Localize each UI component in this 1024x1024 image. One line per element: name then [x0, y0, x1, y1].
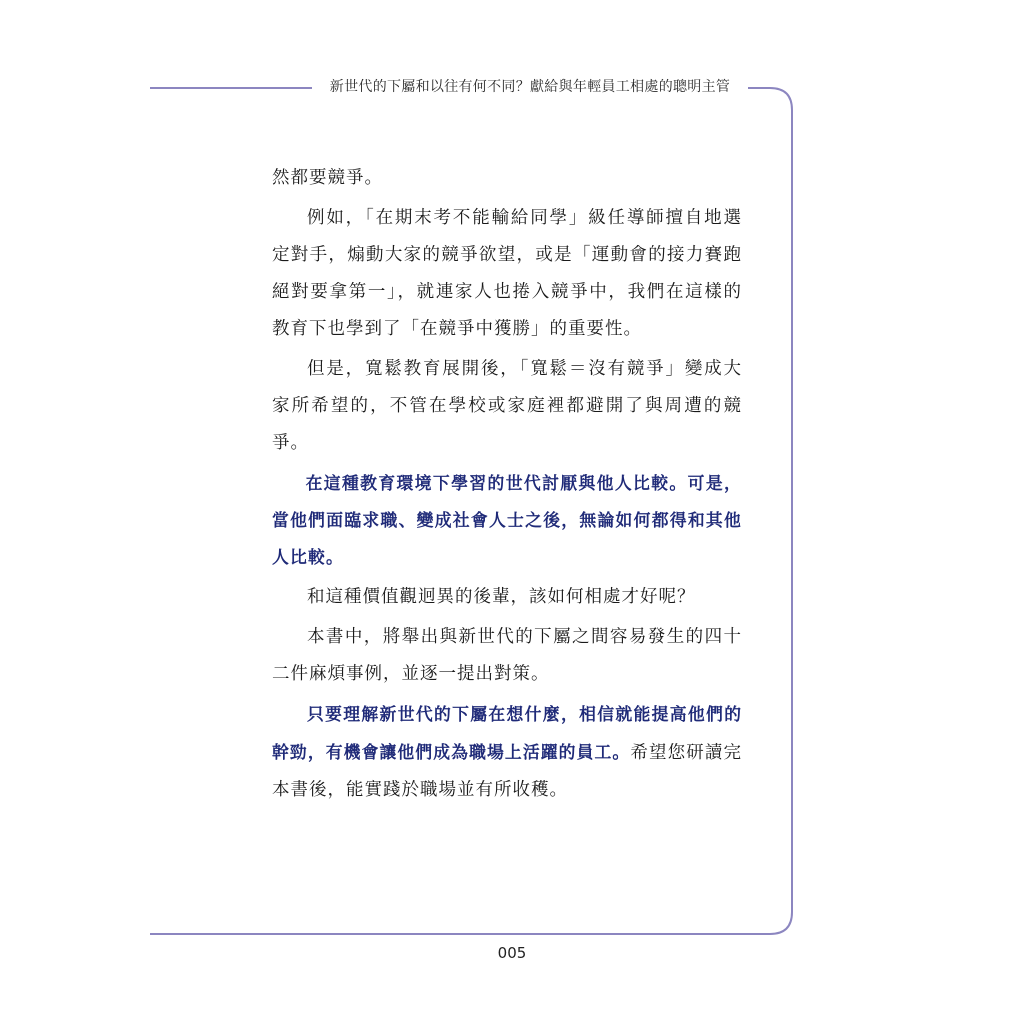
paragraph-5: 和這種價值觀迥異的後輩，該如何相處才好呢？ [307, 587, 696, 607]
paragraph-1: 然都要競爭。 [272, 168, 383, 188]
page-number: 005 [497, 944, 527, 962]
closing-sentence: 希望您研讀完本書後，能實踐於職場並有所收穫。 [272, 743, 742, 800]
running-head: 新世代的下屬和以往有何不同？獻給與年輕員工相處的聰明主管 [329, 79, 731, 95]
emphasis-sentence: 只要理解新世代的下屬在想什麼，相信就能提高他們的幹勁，有機會讓他們成為職場上活躍的員工。 [272, 704, 742, 762]
paragraph-6: 本書中，將舉出與新世代的下屬之間容易發生的四十二件麻煩事例，並逐一提出對策。 [272, 627, 742, 684]
paragraph-2: 例如，「在期末考不能輸給同學」級任導師擅自地選定對手，煽動大家的競爭欲望，或是「運動會的接力賽跑絕對要拿第一」，就連家人也捲入競爭中，我們在這樣的教育下也學到了「在競爭中獲勝」的重要性。 [272, 208, 742, 339]
paragraph-3: 但是，寬鬆教育展開後，「寬鬆＝沒有競爭」變成大家所希望的，不管在學校或家庭裡都避開了與周遭的競爭。 [272, 359, 742, 453]
body-text [272, 160, 742, 812]
paragraph-7 [272, 696, 742, 809]
emphasis-paragraph-1: 在這種教育環境下學習的世代討厭與他人比較。可是，當他們面臨求職、變成社會人士之後，無論如何都得和其他人比較。 [272, 473, 742, 567]
